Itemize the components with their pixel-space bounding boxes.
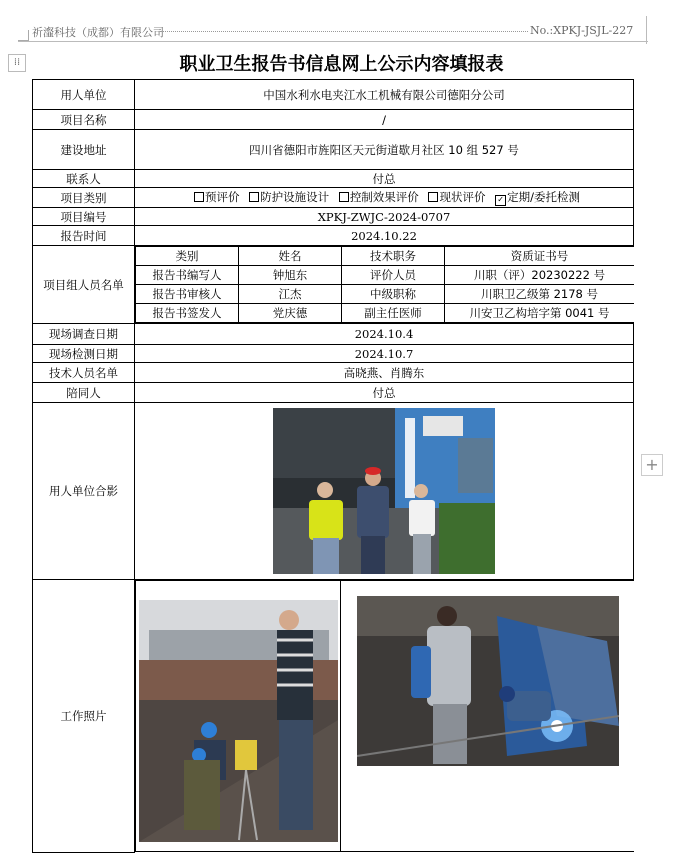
member-name[interactable]: 钟旭东 bbox=[239, 266, 342, 285]
report-time-label: 报告时间 bbox=[33, 226, 135, 246]
checkbox-checked-icon[interactable]: ✓ bbox=[495, 195, 506, 206]
page-corner-mark bbox=[18, 30, 29, 41]
members-table bbox=[135, 246, 634, 323]
member-role[interactable]: 报告书编写人 bbox=[136, 266, 239, 285]
row-report-time bbox=[33, 226, 634, 246]
category-option-label: 控制效果评价 bbox=[349, 190, 419, 204]
header-company: 祈瀣科技（成都）有限公司 bbox=[32, 26, 164, 39]
project-no-value[interactable]: XPKJ-ZWJC-2024-0707 bbox=[135, 208, 634, 226]
row-category bbox=[33, 188, 634, 208]
title-text: 职业卫生报告书信息网上公示内容填报表 bbox=[179, 54, 504, 75]
survey-date-value[interactable]: 2024.10.4 bbox=[135, 324, 634, 345]
work-photo-right-cell bbox=[341, 581, 634, 852]
row-address bbox=[33, 130, 634, 170]
category-option-label: 定期/委托检测 bbox=[507, 190, 580, 204]
row-work-photos bbox=[33, 580, 634, 853]
address-label: 建设地址 bbox=[33, 130, 135, 170]
group-photo-label: 用人单位合影 bbox=[33, 403, 135, 580]
member-title[interactable]: 中级职称 bbox=[342, 285, 445, 304]
category-option-label: 防护设施设计 bbox=[260, 190, 330, 204]
category-option-label: 预评价 bbox=[205, 190, 240, 204]
row-contact bbox=[33, 170, 634, 188]
row-tech-staff bbox=[33, 363, 634, 383]
members-row bbox=[136, 266, 634, 285]
member-cert[interactable]: 川安卫乙构培字第 0041 号 bbox=[445, 304, 634, 323]
checkbox-icon[interactable] bbox=[194, 192, 204, 202]
group-photo-cell bbox=[135, 403, 634, 580]
header-doc-number: No.:XPKJ-JSJL-227 bbox=[530, 24, 634, 37]
employer-label: 用人单位 bbox=[33, 80, 135, 110]
member-name[interactable]: 党庆德 bbox=[239, 304, 342, 323]
members-header-cell: 资质证书号 bbox=[445, 247, 634, 266]
report-time-value[interactable]: 2024.10.22 bbox=[135, 226, 634, 246]
row-escort bbox=[33, 383, 634, 403]
row-members bbox=[33, 246, 634, 324]
add-column-icon[interactable]: + bbox=[641, 454, 663, 476]
members-row bbox=[136, 285, 634, 304]
checkbox-icon[interactable] bbox=[249, 192, 259, 202]
members-row bbox=[136, 304, 634, 323]
checkbox-icon[interactable] bbox=[339, 192, 349, 202]
row-test-date bbox=[33, 345, 634, 363]
row-survey-date bbox=[33, 324, 634, 345]
category-option-label: 现状评价 bbox=[439, 190, 486, 204]
work-photo-table bbox=[135, 580, 634, 852]
row-employer bbox=[33, 80, 634, 110]
table-move-handle-icon[interactable]: ⁞⁞ bbox=[8, 54, 26, 72]
work-photo-2-image[interactable] bbox=[357, 596, 619, 766]
header-rule bbox=[18, 41, 648, 42]
tech-staff-value[interactable]: 高晓燕、肖腾东 bbox=[135, 363, 634, 383]
work-photo-left-cell bbox=[136, 581, 341, 852]
escort-value[interactable]: 付总 bbox=[135, 383, 634, 403]
members-header-cell: 技术职务 bbox=[342, 247, 445, 266]
row-group-photo bbox=[33, 403, 634, 580]
member-role[interactable]: 报告书签发人 bbox=[136, 304, 239, 323]
member-cert[interactable]: 川职卫乙级第 2178 号 bbox=[445, 285, 634, 304]
member-title[interactable]: 副主任医师 bbox=[342, 304, 445, 323]
row-project-no bbox=[33, 208, 634, 226]
tech-staff-label: 技术人员名单 bbox=[33, 363, 135, 383]
work-photo-1-image[interactable] bbox=[139, 600, 338, 842]
row-project-name bbox=[33, 110, 634, 130]
member-name[interactable]: 江杰 bbox=[239, 285, 342, 304]
member-cert[interactable]: 川职（评）20230222 号 bbox=[445, 266, 634, 285]
work-photo-cell bbox=[135, 580, 634, 853]
contact-label: 联系人 bbox=[33, 170, 135, 188]
address-value[interactable]: 四川省德阳市旌阳区天元街道歇月社区 10 组 527 号 bbox=[135, 130, 634, 170]
member-title[interactable]: 评价人员 bbox=[342, 266, 445, 285]
project-name-label: 项目名称 bbox=[33, 110, 135, 130]
page-title bbox=[0, 50, 683, 76]
members-header-cell: 类别 bbox=[136, 247, 239, 266]
members-header-row bbox=[136, 247, 634, 266]
members-header-cell: 姓名 bbox=[239, 247, 342, 266]
group-photo-image[interactable] bbox=[273, 408, 495, 574]
project-no-label: 项目编号 bbox=[33, 208, 135, 226]
contact-value[interactable]: 付总 bbox=[135, 170, 634, 188]
category-options bbox=[135, 188, 634, 208]
test-date-label: 现场检测日期 bbox=[33, 345, 135, 363]
survey-date-label: 现场调查日期 bbox=[33, 324, 135, 345]
checkbox-icon[interactable] bbox=[428, 192, 438, 202]
members-cell bbox=[135, 246, 634, 324]
employer-value[interactable]: 中国水利水电夹江水工机械有限公司德阳分公司 bbox=[135, 80, 634, 110]
page-corner-mark-right bbox=[646, 16, 647, 44]
category-label: 项目类别 bbox=[33, 188, 135, 208]
members-label: 项目组人员名单 bbox=[33, 246, 135, 324]
work-photo-label: 工作照片 bbox=[33, 580, 135, 853]
header-dotted-leader bbox=[160, 31, 528, 32]
member-role[interactable]: 报告书审核人 bbox=[136, 285, 239, 304]
test-date-value[interactable]: 2024.10.7 bbox=[135, 345, 634, 363]
escort-label: 陪同人 bbox=[33, 383, 135, 403]
project-name-value[interactable]: / bbox=[135, 110, 634, 130]
form-table bbox=[32, 79, 634, 853]
